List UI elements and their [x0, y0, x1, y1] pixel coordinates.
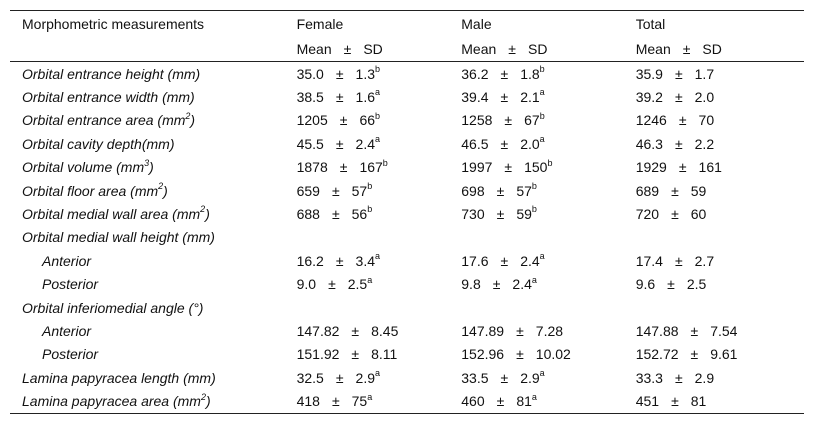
- pm-sign: ±: [690, 322, 699, 339]
- female-value: [297, 366, 462, 389]
- pm-sign: ±: [335, 65, 344, 82]
- sd-value: 2.5: [347, 276, 368, 293]
- sd-value: 1.8: [520, 65, 540, 82]
- mean-value: 17.6: [461, 252, 489, 269]
- label-superscript: 2: [185, 110, 191, 121]
- sd-value: 1.7: [694, 65, 715, 82]
- total-value: [636, 226, 804, 249]
- mean-label: Mean: [461, 41, 497, 57]
- header-female: Female: [297, 11, 462, 38]
- female-value: [297, 109, 462, 132]
- significance-mark: b: [547, 157, 553, 168]
- mean-value: 730: [461, 206, 485, 223]
- sd-value: 2.1: [520, 89, 540, 106]
- significance-mark: a: [539, 87, 545, 98]
- row-label-text: Anterior: [42, 322, 92, 339]
- pm-sign: ±: [678, 112, 687, 129]
- total-value: [636, 62, 804, 86]
- pm-sign: ±: [516, 322, 524, 339]
- label-close: ): [190, 112, 196, 129]
- sd-value: 57: [351, 182, 368, 199]
- mean-value: 32.5: [296, 369, 324, 386]
- subheader-row: [10, 37, 804, 62]
- row-label-text: Orbital medial wall height (mm): [22, 229, 215, 246]
- label-close: ): [149, 159, 154, 176]
- mean-value: 45.5: [296, 135, 324, 152]
- sd-value: 2.9: [520, 369, 540, 386]
- male-value: [461, 343, 635, 366]
- row-label-text: Orbital floor area (mm: [22, 182, 159, 199]
- male-value: [461, 132, 635, 155]
- mean-value: 698: [461, 182, 485, 199]
- sd-value: 2.2: [694, 135, 715, 152]
- male-value: [461, 226, 635, 249]
- label-close: ): [205, 206, 210, 223]
- sd-value: 161: [698, 159, 722, 176]
- pm-sign: ±: [671, 206, 679, 223]
- pm-sign: ±: [351, 322, 360, 339]
- pm-sign: ±: [496, 393, 505, 410]
- significance-mark: b: [367, 180, 373, 191]
- sd-value: 2.9: [694, 369, 715, 386]
- label-superscript: 2: [200, 204, 206, 215]
- pm-sign: ±: [674, 89, 683, 106]
- mean-value: 46.3: [635, 135, 663, 152]
- significance-mark: a: [375, 87, 381, 98]
- sd-value: 59: [690, 182, 707, 199]
- mean-value: 1929: [635, 159, 667, 176]
- pm-sign: ±: [328, 276, 336, 293]
- sd-value: 81: [516, 393, 532, 410]
- significance-mark: b: [367, 204, 373, 215]
- mean-value: 460: [461, 393, 485, 410]
- label-superscript: 2: [200, 391, 206, 402]
- pm-sign: ±: [500, 135, 509, 152]
- table-row: [10, 132, 804, 155]
- significance-mark: b: [539, 110, 545, 121]
- male-value: [461, 296, 635, 319]
- mean-value: 659: [296, 182, 320, 199]
- row-label-text: Posterior: [42, 346, 99, 363]
- pm-sign: ±: [667, 276, 675, 293]
- mean-value: 689: [635, 182, 660, 199]
- mean-value: 39.4: [461, 89, 489, 106]
- mean-value: 33.5: [461, 369, 489, 386]
- header-row: [10, 11, 804, 38]
- pm-sign: ±: [500, 65, 509, 82]
- significance-mark: a: [367, 391, 373, 402]
- significance-mark: a: [367, 274, 373, 285]
- total-value: [636, 389, 804, 413]
- pm-sign: ±: [671, 393, 679, 410]
- header-total: Total: [636, 11, 804, 38]
- total-value: [636, 85, 804, 108]
- sd-value: 150: [524, 159, 548, 176]
- sd-value: 56: [351, 206, 368, 223]
- male-value: [461, 202, 635, 225]
- row-label-text: Lamina papyracea length (mm): [22, 369, 216, 386]
- table-row: [10, 156, 804, 179]
- mean-label: Mean: [635, 41, 671, 57]
- sd-value: 7.54: [710, 322, 738, 339]
- table-row: [10, 389, 804, 413]
- significance-mark: b: [382, 157, 388, 168]
- female-value: [297, 132, 462, 155]
- sd-value: 60: [690, 206, 707, 223]
- female-value: [297, 202, 462, 225]
- row-label-text: Orbital entrance width (mm): [22, 89, 195, 106]
- row-label-text: Orbital cavity depth(mm): [22, 135, 175, 152]
- total-value: [636, 319, 804, 342]
- female-value: [297, 296, 462, 319]
- sd-label: SD: [527, 41, 548, 57]
- row-label-text: Anterior: [42, 252, 92, 269]
- female-value: [297, 226, 462, 249]
- significance-mark: a: [375, 251, 381, 262]
- female-value: [297, 156, 462, 179]
- sd-value: 3.4: [355, 252, 375, 269]
- mean-value: 152.96: [461, 346, 505, 363]
- pm-sign: ±: [516, 346, 524, 363]
- sd-label: SD: [702, 41, 722, 57]
- mean-value: 1258: [461, 112, 493, 129]
- subheader-total: [636, 37, 804, 62]
- table-row: [10, 202, 804, 225]
- pm-sign: ±: [500, 252, 509, 269]
- total-value: [636, 343, 804, 366]
- table-row: [10, 273, 804, 296]
- pm-sign: ±: [331, 393, 340, 410]
- row-label: [10, 109, 297, 132]
- sd-value: 2.5: [686, 276, 707, 293]
- male-value: [461, 389, 635, 413]
- sd-label: SD: [363, 41, 383, 57]
- morphometric-table: [10, 10, 804, 414]
- table-row: [10, 343, 804, 366]
- mean-value: 1205: [296, 112, 328, 129]
- male-value: [461, 249, 635, 272]
- total-value: [636, 179, 804, 202]
- sd-value: 2.4: [355, 135, 375, 152]
- mean-value: 38.5: [296, 89, 324, 106]
- pm-sign: ±: [500, 369, 509, 386]
- row-label-text: Posterior: [42, 276, 99, 293]
- table-row: [10, 85, 804, 108]
- significance-mark: a: [539, 134, 545, 145]
- row-label-text: Lamina papyracea area (mm: [22, 393, 201, 410]
- row-label: [10, 62, 297, 86]
- mean-value: 152.72: [635, 346, 679, 363]
- total-value: [636, 202, 804, 225]
- sd-value: 66: [359, 112, 376, 129]
- pm-sign: ±: [351, 346, 360, 363]
- mean-value: 35.0: [296, 65, 324, 82]
- table-row: [10, 296, 804, 319]
- pm-sign: ±: [674, 135, 683, 152]
- female-value: [297, 273, 462, 296]
- sd-value: 2.7: [694, 252, 715, 269]
- male-value: [461, 85, 635, 108]
- table-row: [10, 179, 804, 202]
- male-value: [461, 319, 635, 342]
- pm-sign: ±: [335, 252, 344, 269]
- total-value: [636, 109, 804, 132]
- row-label: [10, 132, 297, 155]
- male-value: [461, 179, 635, 202]
- mean-value: 147.89: [461, 322, 505, 339]
- pm-sign: ±: [674, 369, 683, 386]
- significance-mark: a: [375, 368, 381, 379]
- table-row: [10, 62, 804, 86]
- mean-value: 1246: [635, 112, 667, 129]
- mean-value: 39.2: [635, 89, 663, 106]
- pm-sign: ±: [331, 206, 340, 223]
- significance-mark: a: [539, 251, 545, 262]
- sd-value: 2.4: [520, 252, 540, 269]
- subheader-empty: [10, 37, 297, 62]
- male-value: [461, 109, 635, 132]
- mean-value: 1878: [296, 159, 328, 176]
- mean-value: 17.4: [635, 252, 663, 269]
- mean-value: 151.92: [296, 346, 340, 363]
- row-label: [10, 366, 297, 389]
- pm-sign: ±: [335, 369, 344, 386]
- label-close: ): [206, 393, 211, 410]
- sd-value: 2.0: [694, 89, 715, 106]
- row-label-text: Orbital medial wall area (mm: [22, 206, 201, 223]
- pm-label: ±: [682, 41, 691, 57]
- female-value: [297, 62, 462, 86]
- label-superscript: 2: [158, 180, 164, 191]
- pm-sign: ±: [331, 182, 340, 199]
- significance-mark: b: [375, 110, 381, 121]
- sd-value: 10.02: [535, 346, 571, 363]
- significance-mark: b: [531, 204, 537, 215]
- sd-value: 1.6: [355, 89, 375, 106]
- mean-value: 1997: [461, 159, 493, 176]
- row-label: [10, 389, 297, 413]
- header-measurements: Morphometric measurements: [10, 11, 297, 38]
- female-value: [297, 319, 462, 342]
- subheader-female: [297, 37, 462, 62]
- row-label: [10, 296, 297, 319]
- table-row: [10, 319, 804, 342]
- significance-mark: b: [531, 180, 537, 191]
- sd-value: 2.4: [512, 276, 532, 293]
- row-label-text: Orbital volume (mm: [22, 159, 145, 176]
- row-label-text: Orbital entrance height (mm): [22, 65, 201, 82]
- pm-sign: ±: [674, 252, 683, 269]
- total-value: [636, 366, 804, 389]
- sd-value: 75: [351, 393, 368, 410]
- row-label: [10, 273, 297, 296]
- significance-mark: b: [375, 64, 381, 75]
- sd-value: 167: [359, 159, 383, 176]
- mean-value: 35.9: [635, 65, 663, 82]
- pm-sign: ±: [504, 112, 513, 129]
- sd-value: 59: [516, 206, 532, 223]
- subheader-male: [461, 37, 635, 62]
- row-label: [10, 226, 297, 249]
- pm-sign: ±: [339, 159, 348, 176]
- row-label: [10, 156, 297, 179]
- total-value: [636, 132, 804, 155]
- row-label-text: Orbital entrance area (mm: [22, 112, 186, 129]
- male-value: [461, 156, 635, 179]
- pm-sign: ±: [335, 89, 344, 106]
- mean-value: 36.2: [461, 65, 489, 82]
- total-value: [636, 249, 804, 272]
- row-label: [10, 202, 297, 225]
- female-value: [297, 343, 462, 366]
- mean-value: 688: [296, 206, 320, 223]
- female-value: [297, 179, 462, 202]
- pm-label: ±: [343, 41, 352, 57]
- male-value: [461, 62, 635, 86]
- table-row: [10, 109, 804, 132]
- mean-value: 720: [635, 206, 660, 223]
- pm-sign: ±: [504, 159, 513, 176]
- mean-value: 147.82: [296, 322, 340, 339]
- row-label-text: Orbital inferiomedial angle (°): [22, 299, 204, 316]
- male-value: [461, 273, 635, 296]
- mean-value: 451: [635, 393, 660, 410]
- label-close: ): [163, 182, 168, 199]
- table-row: [10, 366, 804, 389]
- sd-value: 57: [516, 182, 532, 199]
- significance-mark: a: [539, 368, 545, 379]
- pm-sign: ±: [492, 276, 501, 293]
- sd-value: 8.11: [371, 346, 398, 363]
- total-value: [636, 273, 804, 296]
- significance-mark: a: [531, 391, 537, 402]
- significance-mark: b: [539, 64, 545, 75]
- row-label: [10, 319, 297, 342]
- mean-label: Mean: [296, 41, 332, 57]
- mean-value: 9.6: [635, 276, 656, 293]
- pm-sign: ±: [339, 112, 348, 129]
- sd-value: 7.28: [535, 322, 564, 339]
- mean-value: 46.5: [461, 135, 489, 152]
- row-label: [10, 85, 297, 108]
- total-value: [636, 156, 804, 179]
- mean-value: 9.0: [296, 276, 317, 293]
- significance-mark: a: [375, 134, 381, 145]
- pm-sign: ±: [671, 182, 679, 199]
- mean-value: 16.2: [296, 252, 324, 269]
- mean-value: 418: [296, 393, 320, 410]
- pm-sign: ±: [678, 159, 687, 176]
- pm-sign: ±: [674, 65, 683, 82]
- sd-value: 8.45: [371, 322, 399, 339]
- row-label: [10, 343, 297, 366]
- pm-sign: ±: [335, 135, 344, 152]
- pm-sign: ±: [496, 182, 505, 199]
- total-value: [636, 296, 804, 319]
- mean-value: 147.88: [635, 322, 679, 339]
- female-value: [297, 85, 462, 108]
- sd-value: 2.0: [520, 135, 540, 152]
- label-superscript: 3: [144, 157, 150, 168]
- female-value: [297, 389, 462, 413]
- mean-value: 33.3: [635, 369, 663, 386]
- row-label: [10, 179, 297, 202]
- sd-value: 81: [690, 393, 707, 410]
- table-row: [10, 249, 804, 272]
- sd-value: 67: [524, 112, 540, 129]
- significance-mark: a: [531, 274, 537, 285]
- mean-value: 9.8: [461, 276, 481, 293]
- pm-sign: ±: [496, 206, 505, 223]
- sd-value: 9.61: [710, 346, 738, 363]
- male-value: [461, 366, 635, 389]
- pm-label: ±: [508, 41, 516, 57]
- sd-value: 70: [698, 112, 715, 129]
- sd-value: 1.3: [355, 65, 375, 82]
- female-value: [297, 249, 462, 272]
- header-male: Male: [461, 11, 635, 38]
- pm-sign: ±: [690, 346, 699, 363]
- sd-value: 2.9: [355, 369, 375, 386]
- row-label: [10, 249, 297, 272]
- table-row: [10, 226, 804, 249]
- pm-sign: ±: [500, 89, 509, 106]
